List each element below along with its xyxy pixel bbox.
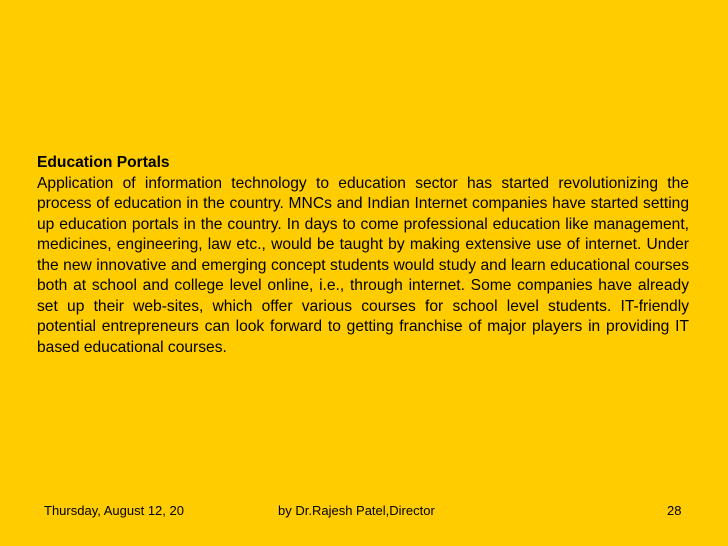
slide-content <box>37 153 689 358</box>
footer-page-number: 28 <box>667 503 682 518</box>
slide-heading: Education Portals <box>37 154 170 171</box>
slide-body-text: Application of information technology to education sector has started revolutionizing the process of education in the country. MNCs and Indian Internet companies have started setting up education portals in the country. In days to come professional education like management, medicines, engineering, law etc., would be taught by making extensive use of internet. Under the new innovative and emerging concept students would study and learn educational courses both at school and college level online, i.e., through internet. Some companies have already set up their web-sites, which offer various courses for school level students. IT-friendly potential entrepreneurs can look forward to getting franchise of major players in providing IT based educational courses. <box>37 174 689 356</box>
footer-author: by Dr.Rajesh Patel,Director <box>278 503 435 518</box>
footer-date: Thursday, August 12, 20 <box>44 503 184 518</box>
